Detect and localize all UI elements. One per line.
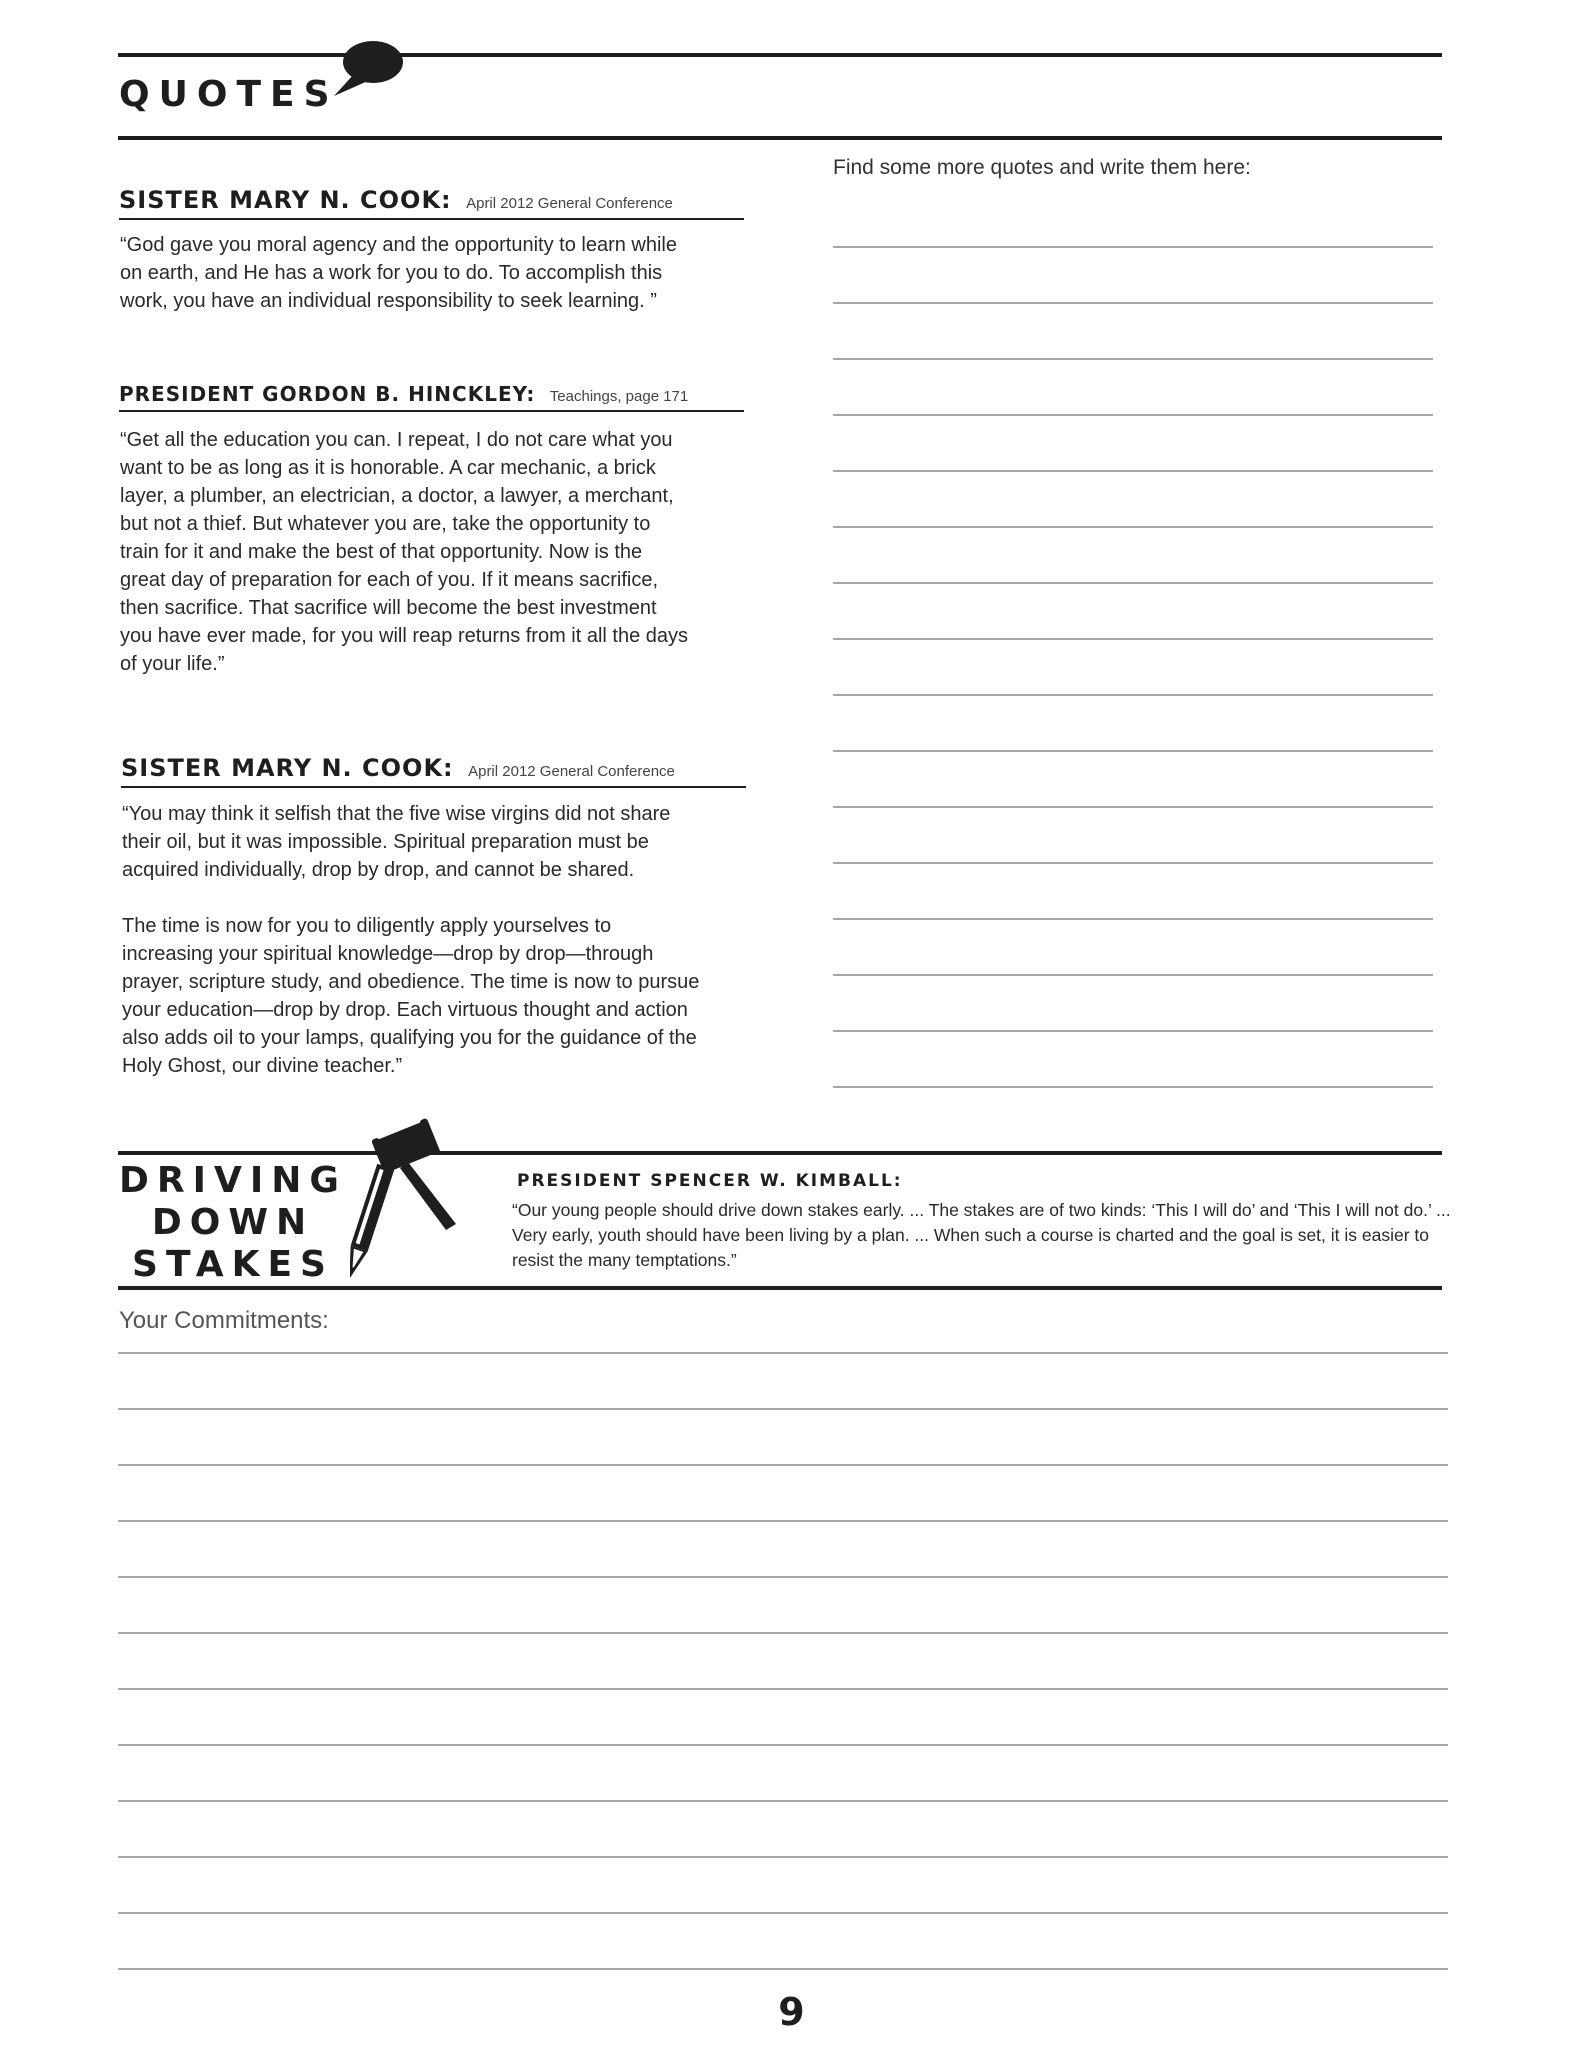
writing-line[interactable]: [833, 246, 1433, 248]
quote-author: SISTER MARY N. COOK:: [119, 186, 452, 214]
quote-author: PRESIDENT GORDON B. HINCKLEY:: [119, 382, 536, 406]
writing-line[interactable]: [833, 918, 1433, 920]
commitment-line[interactable]: [118, 1464, 1448, 1466]
commitment-line[interactable]: [118, 1632, 1448, 1634]
writing-line[interactable]: [833, 414, 1433, 416]
commitments-label: Your Commitments:: [119, 1307, 329, 1334]
writing-line[interactable]: [833, 750, 1433, 752]
quote-text: “You may think it selfish that the five wise virgins did not share their oil, but it was impossible. Spiritual preparation must be acquired individually, drop by drop, and cannot be shared. The time is now for you to diligently apply yourselves to increasing your spiritual knowledge—drop by drop—through prayer, scripture study, and obedience. The time is now to pursue your education—drop by drop. Each virtuous thought and action also adds oil to your lamps, qualifying you for the guidance of the Holy Ghost, our divine teacher.”: [122, 803, 700, 1077]
quote-heading: [121, 754, 746, 788]
writing-line[interactable]: [833, 358, 1433, 360]
quote-text: “God gave you moral agency and the opportunity to learn while on earth, and He has a work for you to do. To accomplish this work, you have an individual responsibility to seek learning. ”: [120, 234, 678, 312]
writing-line[interactable]: [833, 1086, 1433, 1088]
stakes-title-line: STAKES: [132, 1244, 334, 1285]
commitment-line[interactable]: [118, 1968, 1448, 1970]
stakes-top-rule: [118, 1151, 1442, 1155]
writing-line[interactable]: [833, 974, 1433, 976]
quote-heading: [119, 186, 744, 220]
commitment-line[interactable]: [118, 1688, 1448, 1690]
stakes-title-line: DOWN: [151, 1202, 315, 1243]
stakes-title-line: DRIVING: [119, 1160, 347, 1201]
quote-source: April 2012 General Conference: [468, 763, 675, 780]
writing-line[interactable]: [833, 1030, 1433, 1032]
hammer-and-pencil-icon: [350, 1112, 470, 1292]
commitment-line[interactable]: [118, 1408, 1448, 1410]
quote-source: Teachings, page 171: [549, 388, 689, 405]
writing-line[interactable]: [833, 806, 1433, 808]
quote-heading: [119, 382, 744, 412]
writing-line[interactable]: [833, 638, 1433, 640]
page-number: 9: [778, 1990, 805, 2034]
commitment-line[interactable]: [118, 1576, 1448, 1578]
writing-line[interactable]: [833, 302, 1433, 304]
writing-line[interactable]: [833, 582, 1433, 584]
stakes-section-title: [118, 1160, 348, 1286]
writing-line[interactable]: [833, 526, 1433, 528]
write-quotes-prompt: Find some more quotes and write them here:: [833, 156, 1251, 179]
quote-text: “Get all the education you can. I repeat, I do not care what you want to be as long as it is honorable. A car mechanic, a brick layer, a plumber, an electrician, a doctor, a lawyer, a merchant, but not a thief. But whatever you are, take the opportunity to train for it and make the best of that opportunity. Now is the great day of preparation for each of you. If it means sacrifice, then sacrifice. That sacrifice will become the best investment you have ever made, for you will reap returns from it all the days of your life.”: [120, 429, 689, 675]
writing-line[interactable]: [833, 470, 1433, 472]
writing-line[interactable]: [833, 862, 1433, 864]
quotes-top-rule: [118, 53, 1442, 57]
quotes-bottom-rule: [118, 136, 1442, 140]
commitment-line[interactable]: [118, 1744, 1448, 1746]
kimball-quote-author: PRESIDENT SPENCER W. KIMBALL:: [517, 1171, 903, 1191]
quote-author: SISTER MARY N. COOK:: [121, 754, 454, 782]
commitment-line[interactable]: [118, 1520, 1448, 1522]
writing-line[interactable]: [833, 694, 1433, 696]
kimball-quote-text: “Our young people should drive down stakes early. ... The stakes are of two kinds: ‘This I will do’ and ‘This I will not do.’ ... Very early, youth should have been living by a plan. ... When such a course is charted and the goal is set, it is easier to resist the many temptations.”: [512, 1200, 1451, 1270]
commitment-line[interactable]: [118, 1856, 1448, 1858]
stakes-bottom-rule: [118, 1286, 1442, 1290]
commitment-line[interactable]: [118, 1800, 1448, 1802]
speech-bubble-icon: [330, 38, 406, 100]
quotes-section-title: QUOTES: [119, 74, 339, 115]
commitment-line[interactable]: [118, 1912, 1448, 1914]
commitment-line[interactable]: [118, 1352, 1448, 1354]
quote-source: April 2012 General Conference: [466, 195, 673, 212]
